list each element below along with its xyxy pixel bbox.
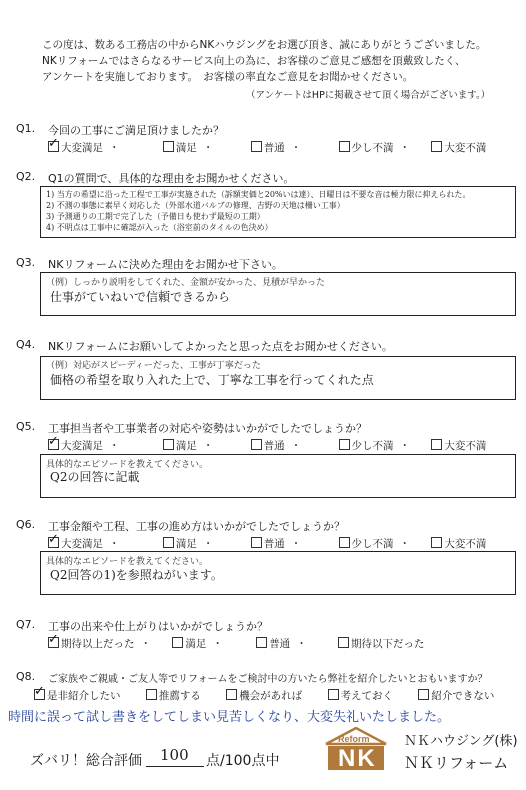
q5-question: 工事担当者や工事業者の対応や姿勢はいかがでしたでしょうか？ — [48, 422, 367, 435]
q5-option-1[interactable]: ✓大変満足 — [48, 440, 103, 452]
checkbox-icon — [251, 141, 262, 152]
q6-option-2[interactable]: 満足 — [163, 538, 197, 550]
logo-nk-text: NK — [338, 745, 377, 772]
checkbox-icon — [338, 637, 349, 648]
intro-line-2: NKリフォームではさらなるサービス向上の為に、お客様のご意見ご感想を頂戴致したく、 — [42, 55, 466, 67]
q8-option-2[interactable]: 推薦する — [146, 690, 201, 702]
score-suffix: 点/100点中 — [206, 753, 280, 769]
q7-question: 工事の出来や仕上がりはいかがでしょうか？ — [48, 620, 268, 633]
checkbox-icon — [163, 537, 174, 548]
checkbox-icon — [226, 689, 237, 700]
handwritten-apology-note: 時間に誤って試し書きをしてしまい見苦しくなり、大変失礼いたしました。 — [8, 710, 451, 725]
q3-example: （例）しっかり説明をしてくれた、金額が安かった、見積が早かった — [46, 278, 326, 288]
q2-answer-line-3: 3) 予測通りの工期で完了した（予備日も使わず最短の工期） — [46, 212, 265, 221]
q6-option-1[interactable]: ✓大変満足 — [48, 538, 103, 550]
q8-question: ご家族やご親戚・ご友人等でリフォームをご検討中の方いたら弊社を紹介したいとおもいますか？ — [48, 674, 488, 685]
checkbox-checked-icon — [48, 141, 59, 152]
q8-option-5[interactable]: 紹介できない — [418, 690, 494, 702]
checkbox-icon — [339, 537, 350, 548]
score-label: ズバリ！総合評価 — [30, 753, 142, 769]
q6-option-4[interactable]: 少し不満 — [339, 538, 394, 550]
q3-number: Q3. — [16, 256, 36, 269]
q7-options: ✓期待以上だった ・ 満足 ・ 普通 ・ 期待以下だった — [48, 636, 425, 651]
q5-option-4[interactable]: 少し不満 — [339, 440, 394, 452]
checkbox-icon — [172, 637, 183, 648]
q7-number: Q7. — [16, 618, 36, 631]
q6-question: 工事金額や工程、工事の進め方はいかがでしたでしょうか？ — [48, 520, 345, 533]
checkbox-checked-icon — [48, 537, 59, 548]
logo-reform-text: Reform — [338, 734, 370, 744]
q7-option-4[interactable]: 期待以下だった — [338, 638, 425, 650]
q6-options: ✓大変満足 ・ 満足 ・ 普通 ・ 少し不満 ・ 大変不満 — [48, 536, 486, 551]
q2-number: Q2. — [16, 170, 36, 183]
intro-note: （アンケートはHPに掲載させて頂く場合がございます。） — [246, 90, 491, 101]
checkbox-icon — [256, 637, 267, 648]
q5-answer: Q2の回答に記載 — [50, 470, 140, 484]
q1-options: ✓大変満足 ・ 満足 ・ 普通 ・ 少し不満 ・ 大変不満 — [48, 140, 486, 155]
q5-example: 具体的なエピソードを教えてください。 — [46, 460, 209, 470]
checkbox-icon — [146, 689, 157, 700]
q7-option-1[interactable]: ✓期待以上だった — [48, 638, 135, 650]
checkbox-icon — [339, 141, 350, 152]
q4-example: （例）対応がスピーディーだった、工事が丁寧だった — [46, 361, 261, 371]
q8-option-1[interactable]: ✓是非紹介したい — [34, 690, 121, 702]
q7-option-2[interactable]: 満足 — [172, 638, 206, 650]
q1-option-1[interactable]: ✓大変満足 — [48, 142, 103, 154]
checkbox-icon — [328, 689, 339, 700]
q1-number: Q1. — [16, 122, 36, 135]
q2-question: Q1の質問で、具体的な理由をお聞かせください。 — [48, 172, 295, 185]
checkbox-icon — [251, 537, 262, 548]
checkbox-icon — [431, 439, 442, 450]
q6-option-5[interactable]: 大変不満 — [431, 538, 486, 550]
q1-option-5[interactable]: 大変不満 — [431, 142, 486, 154]
q4-answer: 価格の希望を取り入れた上で、丁寧な工事を行ってくれた点 — [50, 373, 374, 387]
checkbox-icon — [163, 439, 174, 450]
q8-option-4[interactable]: 考えておく — [328, 690, 394, 702]
q6-number: Q6. — [16, 518, 36, 531]
q5-option-5[interactable]: 大変不満 — [431, 440, 486, 452]
q3-question: NKリフォームに決めた理由をお聞かせ下さい。 — [48, 258, 283, 271]
checkbox-checked-icon — [34, 689, 45, 700]
q1-question: 今回の工事にご満足頂けましたか？ — [48, 124, 224, 137]
q5-option-2[interactable]: 満足 — [163, 440, 197, 452]
checkbox-icon — [431, 141, 442, 152]
company-logo — [320, 726, 392, 772]
q1-option-4[interactable]: 少し不満 — [339, 142, 394, 154]
q8-options — [34, 688, 494, 703]
q2-answer-line-4: 4) 不明点は工事中に確認が入った（浴室前のタイルの色決め） — [46, 223, 273, 232]
checkbox-icon — [418, 689, 429, 700]
q1-option-3[interactable]: 普通 — [251, 142, 285, 154]
q8-option-3[interactable]: 機会があれば — [226, 690, 302, 702]
company-name-reform: ＮＫリフォーム — [404, 754, 509, 772]
checkbox-icon — [251, 439, 262, 450]
q6-answer: Q2回答の1)を参照ねがいます。 — [50, 568, 223, 582]
checkbox-checked-icon — [48, 439, 59, 450]
score-underline — [146, 766, 204, 767]
q4-number: Q4. — [16, 338, 36, 351]
q2-answer-line-1: 1) 当方の希望に沿った工程で工事が実施された（訴額実価と20%いは達）、日曜日は不要な音は極力限に抑えられた。 — [46, 190, 471, 199]
q7-option-3[interactable]: 普通 — [256, 638, 290, 650]
intro-line-1: この度は、数ある工務店の中からNKハウジングをお選び頂き、誠にありがとうございました。 — [42, 39, 487, 51]
q2-answer-line-2: 2) 不測の事態に素早く対応した（外部水道バルブの修理、吉野の天地は柵い工事） — [46, 201, 345, 210]
checkbox-icon — [339, 439, 350, 450]
checkbox-checked-icon — [48, 637, 59, 648]
q6-option-3[interactable]: 普通 — [251, 538, 285, 550]
checkbox-icon — [163, 141, 174, 152]
checkbox-icon — [431, 537, 442, 548]
q6-example: 具体的なエピソードを教えてください。 — [46, 557, 209, 567]
q3-answer: 仕事がていねいで信頼できるから — [50, 290, 231, 304]
q1-option-2[interactable]: 満足 — [163, 142, 197, 154]
q8-number: Q8. — [16, 670, 36, 683]
q5-options: ✓大変満足 ・ 満足 ・ 普通 ・ 少し不満 ・ 大変不満 — [48, 438, 486, 453]
score-value: 100 — [160, 746, 189, 764]
intro-line-3: アンケートを実施しております。 お客様の率直なご意見をお聞かせください。 — [42, 71, 414, 83]
q5-option-3[interactable]: 普通 — [251, 440, 285, 452]
q5-number: Q5. — [16, 420, 36, 433]
company-name-housing: ＮＫハウジング(株) — [404, 734, 518, 749]
q4-question: NKリフォームにお願いしてよかったと思った点をお聞かせください。 — [48, 340, 393, 353]
